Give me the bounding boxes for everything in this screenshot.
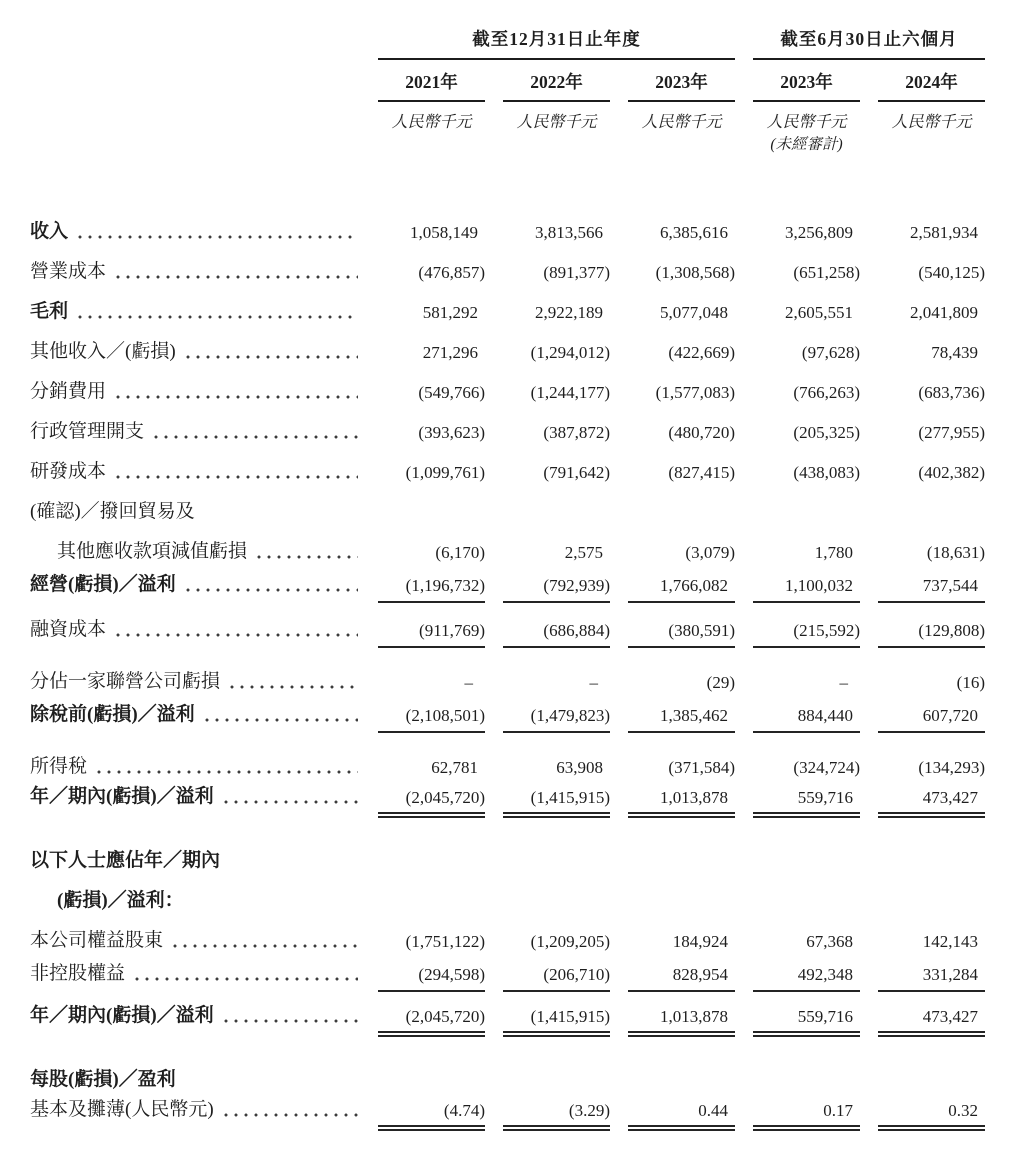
- cell-value: –: [464, 672, 473, 692]
- cell-value: 142,143: [922, 931, 978, 951]
- cell-value: (402,382): [918, 462, 985, 482]
- table-row: [30, 563, 985, 603]
- dot-leader: [113, 633, 358, 637]
- cell-value: 63,908: [556, 757, 603, 777]
- row-label-cell: [30, 930, 360, 952]
- year-header-row: [30, 69, 985, 102]
- cell-value: (277,955): [918, 422, 985, 442]
- unit-header-row: [30, 111, 985, 157]
- cell-value: 1,385,462: [628, 706, 735, 733]
- row-label: 毛利: [30, 301, 69, 323]
- cell-value: (3,079): [685, 542, 735, 562]
- row-label-cell: [30, 756, 360, 778]
- dot-leader: [75, 235, 358, 239]
- cell-value: (827,415): [668, 462, 735, 482]
- cell-value: 5,077,048: [660, 302, 728, 322]
- cell-value: –: [589, 672, 598, 692]
- cell-value: 473,427: [878, 788, 985, 818]
- dot-leader: [94, 770, 358, 774]
- table-row: [30, 738, 985, 778]
- cell-value: (97,628): [801, 342, 860, 362]
- cell-value: 0.44: [628, 1101, 735, 1131]
- cell-value: 0.17: [753, 1101, 860, 1131]
- cell-value: [628, 852, 735, 872]
- dot-leader: [170, 944, 358, 948]
- cell-value: (891,377): [543, 262, 610, 282]
- cell-value: (6,170): [435, 542, 485, 562]
- row-label: 融資成本: [30, 619, 107, 641]
- cell-value: 0.32: [878, 1101, 985, 1131]
- row-label-cell: [30, 963, 360, 992]
- cell-value: (294,598): [378, 965, 485, 992]
- row-label: 其他應收款項減值虧損: [57, 541, 248, 563]
- row-label: 本公司權益股東: [30, 930, 164, 952]
- cell-value: (792,939): [503, 576, 610, 603]
- cell-value: [878, 503, 985, 523]
- table-row: [30, 283, 985, 323]
- dot-leader: [221, 800, 358, 804]
- table-row: [30, 243, 985, 283]
- cell-value: (1,209,205): [530, 931, 610, 951]
- cell-value: (4.74): [378, 1101, 485, 1131]
- row-label: 基本及攤薄(人民幣元): [30, 1099, 214, 1121]
- cell-value: 331,284: [878, 965, 985, 992]
- row-label: 除稅前(虧損)／溢利: [30, 704, 195, 726]
- cell-value: (549,766): [418, 382, 485, 402]
- cell-value: (1,244,177): [530, 382, 610, 402]
- dot-leader: [227, 685, 358, 689]
- table-row: [30, 997, 985, 1037]
- cell-value: 1,780: [814, 542, 853, 562]
- cell-value: (766,263): [793, 382, 860, 402]
- row-label-cell: [30, 221, 360, 243]
- cell-value: (2,045,720): [378, 788, 485, 818]
- dot-leader: [75, 315, 358, 319]
- cell-value: –: [839, 672, 848, 692]
- year-header-2024-interim: 2024年: [878, 69, 985, 102]
- row-label: 年／期內(虧損)／溢利: [30, 786, 214, 808]
- cell-value: 2,575: [564, 542, 603, 562]
- cell-value: 62,781: [431, 757, 478, 777]
- row-label-cell: [30, 574, 360, 603]
- row-label-cell: [30, 850, 360, 872]
- row-label: 行政管理開支: [30, 421, 145, 443]
- table-row: [30, 1091, 985, 1131]
- table-header: [30, 26, 985, 157]
- row-label-cell: [30, 1069, 360, 1091]
- cell-value: (380,591): [628, 621, 735, 648]
- cell-value: [878, 892, 985, 912]
- dot-leader: [221, 1113, 358, 1117]
- unit-label: 人民幣千元: [891, 114, 972, 131]
- column-group-annual: 截至12月31日止年度: [378, 26, 735, 60]
- cell-value: 6,385,616: [660, 222, 728, 242]
- year-header-2023-interim: 2023年: [753, 69, 860, 102]
- cell-value: (1,479,823): [503, 706, 610, 733]
- cell-value: (371,584): [668, 757, 735, 777]
- cell-value: [628, 1071, 735, 1091]
- dot-leader: [183, 588, 358, 592]
- table-row: [30, 912, 985, 952]
- row-label-cell: [30, 1099, 360, 1131]
- table-body: [30, 203, 985, 1131]
- cell-value: [628, 892, 735, 912]
- row-label: (確認)／撥回貿易及: [30, 501, 195, 523]
- cell-value: (1,308,568): [655, 262, 735, 282]
- cell-value: 184,924: [672, 931, 728, 951]
- cell-value: (129,808): [878, 621, 985, 648]
- dot-leader: [202, 718, 358, 722]
- cell-value: 492,348: [753, 965, 860, 992]
- table-row: [30, 693, 985, 733]
- cell-value: [878, 1071, 985, 1091]
- row-label: 分佔一家聯營公司虧損: [30, 671, 221, 693]
- cell-value: (2,108,501): [378, 706, 485, 733]
- cell-value: [753, 892, 860, 912]
- table-row: [30, 203, 985, 243]
- table-row: [30, 832, 985, 872]
- unaudited-note: (未經審計): [770, 136, 843, 154]
- cell-value: 581,292: [422, 302, 478, 322]
- cell-value: [753, 1071, 860, 1091]
- cell-value: [503, 852, 610, 872]
- cell-value: (134,293): [918, 757, 985, 777]
- row-label-cell: [30, 541, 360, 563]
- cell-value: (438,083): [793, 462, 860, 482]
- cell-value: 828,954: [628, 965, 735, 992]
- unit-label: 人民幣千元: [391, 114, 472, 131]
- cell-value: (911,769): [378, 621, 485, 648]
- cell-value: (3.29): [503, 1101, 610, 1131]
- cell-value: (480,720): [668, 422, 735, 442]
- cell-value: [503, 503, 610, 523]
- cell-value: 2,581,934: [910, 222, 978, 242]
- dot-leader: [221, 1019, 358, 1023]
- cell-value: (324,724): [793, 757, 860, 777]
- cell-value: (1,196,732): [378, 576, 485, 603]
- row-label-cell: [30, 619, 360, 648]
- table-row: [30, 653, 985, 693]
- table-row: [30, 483, 985, 523]
- cell-value: 2,922,189: [535, 302, 603, 322]
- table-row: [30, 778, 985, 818]
- cell-value: [753, 503, 860, 523]
- row-label: 其他收入／(虧損): [30, 341, 176, 363]
- table-row: [30, 403, 985, 443]
- dot-leader: [183, 355, 358, 359]
- cell-value: (1,099,761): [405, 462, 485, 482]
- cell-value: (791,642): [543, 462, 610, 482]
- unit-label: 人民幣千元 (未經審計): [753, 111, 860, 157]
- row-label: 分銷費用: [30, 381, 107, 403]
- table-row: [30, 872, 985, 912]
- cell-value: [378, 852, 485, 872]
- dot-leader: [151, 435, 358, 439]
- cell-value: (393,623): [418, 422, 485, 442]
- cell-value: 271,296: [422, 342, 478, 362]
- cell-value: (422,669): [668, 342, 735, 362]
- row-label: 年／期內(虧損)／溢利: [30, 1005, 214, 1027]
- cell-value: 559,716: [753, 788, 860, 818]
- row-label-cell: [30, 421, 360, 443]
- cell-value: (1,751,122): [405, 931, 485, 951]
- cell-value: (651,258): [793, 262, 860, 282]
- row-label: 研發成本: [30, 461, 107, 483]
- cell-value: (2,045,720): [378, 1007, 485, 1037]
- cell-value: (1,415,915): [503, 1007, 610, 1037]
- table-row: [30, 523, 985, 563]
- cell-value: (16): [956, 672, 985, 692]
- cell-value: (29): [706, 672, 735, 692]
- cell-value: [753, 852, 860, 872]
- unit-label: 人民幣千元: [516, 114, 597, 131]
- table-row: [30, 608, 985, 648]
- cell-value: [628, 503, 735, 523]
- dot-leader: [113, 275, 358, 279]
- cell-value: [503, 1071, 610, 1091]
- cell-value: [378, 892, 485, 912]
- cell-value: 1,013,878: [628, 788, 735, 818]
- row-label: 所得稅: [30, 756, 88, 778]
- cell-value: (205,325): [793, 422, 860, 442]
- cell-value: [378, 1071, 485, 1091]
- column-group-interim: 截至6月30日止六個月: [753, 26, 985, 60]
- cell-value: (540,125): [918, 262, 985, 282]
- year-header-2022: 2022年: [503, 69, 610, 102]
- row-label-cell: [30, 786, 360, 818]
- table-row: [30, 363, 985, 403]
- cell-value: [378, 503, 485, 523]
- cell-value: 2,605,551: [785, 302, 853, 322]
- cell-value: 67,368: [806, 931, 853, 951]
- column-group-row: [30, 26, 985, 60]
- dot-leader: [132, 977, 358, 981]
- table-row: [30, 443, 985, 483]
- row-label: 以下人士應佔年／期內: [30, 850, 221, 872]
- dot-leader: [113, 395, 358, 399]
- cell-value: 78,439: [931, 342, 978, 362]
- cell-value: 1,100,032: [753, 576, 860, 603]
- unit-label: 人民幣千元: [641, 114, 722, 131]
- row-label-cell: [30, 261, 360, 283]
- cell-value: 1,058,149: [410, 222, 478, 242]
- row-label: 營業成本: [30, 261, 107, 283]
- table-row: [30, 952, 985, 992]
- cell-value: (387,872): [543, 422, 610, 442]
- cell-value: 737,544: [878, 576, 985, 603]
- row-label-cell: [30, 341, 360, 363]
- cell-value: 1,013,878: [628, 1007, 735, 1037]
- cell-value: 473,427: [878, 1007, 985, 1037]
- year-header-2023: 2023年: [628, 69, 735, 102]
- cell-value: (476,857): [418, 262, 485, 282]
- dot-leader: [254, 555, 358, 559]
- row-label-cell: [30, 671, 360, 693]
- row-label: (虧損)／溢利：: [57, 890, 184, 912]
- row-label: 經營(虧損)／溢利: [30, 574, 176, 596]
- row-label: 非控股權益: [30, 963, 126, 985]
- cell-value: 607,720: [878, 706, 985, 733]
- row-label-cell: [30, 381, 360, 403]
- cell-value: (686,884): [503, 621, 610, 648]
- year-header-2021: 2021年: [378, 69, 485, 102]
- cell-value: (1,294,012): [530, 342, 610, 362]
- row-label-cell: [30, 301, 360, 323]
- row-label: 收入: [30, 221, 69, 243]
- table-row: [30, 1051, 985, 1091]
- dot-leader: [113, 475, 358, 479]
- cell-value: (18,631): [926, 542, 985, 562]
- row-label-cell: [30, 704, 360, 733]
- cell-value: (1,577,083): [655, 382, 735, 402]
- row-label: 每股(虧損)／盈利: [30, 1069, 176, 1091]
- cell-value: 2,041,809: [910, 302, 978, 322]
- table-row: [30, 323, 985, 363]
- row-label-cell: [30, 501, 360, 523]
- cell-value: [878, 852, 985, 872]
- cell-value: 884,440: [753, 706, 860, 733]
- cell-value: 559,716: [753, 1007, 860, 1037]
- cell-value: 3,256,809: [785, 222, 853, 242]
- row-label-cell: [30, 1005, 360, 1037]
- cell-value: 1,766,082: [628, 576, 735, 603]
- row-label-cell: [30, 461, 360, 483]
- cell-value: (206,710): [503, 965, 610, 992]
- row-label-cell: [30, 890, 360, 912]
- cell-value: (1,415,915): [503, 788, 610, 818]
- cell-value: (683,736): [918, 382, 985, 402]
- cell-value: 3,813,566: [535, 222, 603, 242]
- cell-value: [503, 892, 610, 912]
- cell-value: (215,592): [753, 621, 860, 648]
